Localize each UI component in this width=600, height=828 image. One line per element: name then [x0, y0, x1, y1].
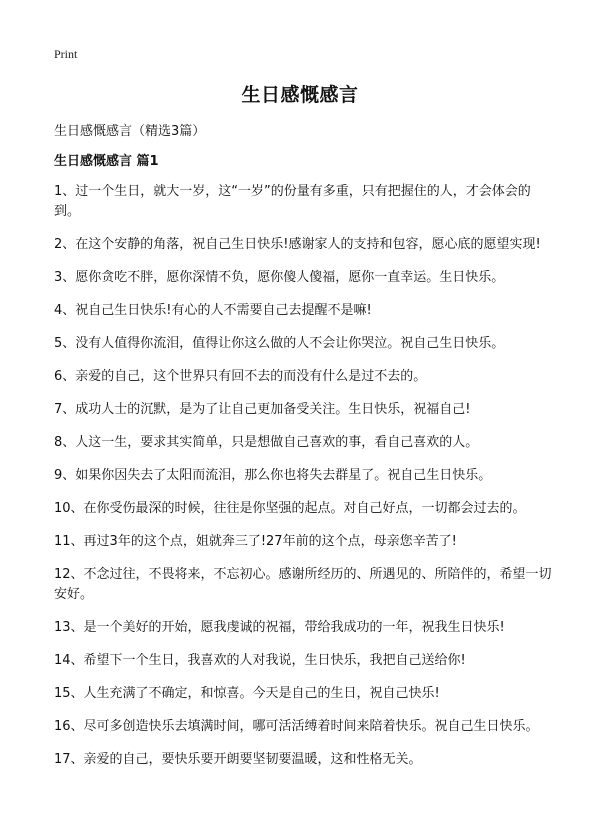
document-subtitle: 生日感慨感言（精选3篇） [54, 124, 206, 139]
section-heading: 生日感慨感言 篇1 [54, 154, 159, 169]
list-item: 13、是一个美好的开始，愿我虔诚的祝福，带给我成功的一年，祝我生日快乐! [54, 620, 505, 635]
print-link[interactable]: Print [54, 47, 78, 61]
list-item: 9、如果你因失去了太阳而流泪，那么你也将失去群星了。祝自己生日快乐。 [54, 468, 492, 483]
list-item: 8、人这一生，要求其实简单，只是想做自己喜欢的事，看自己喜欢的人。 [54, 435, 479, 450]
list-item: 1、过一个生日，就大一岁，这“一岁”的份量有多重，只有把握住的人，才会体会的到。 [54, 184, 531, 219]
list-item: 4、祝自己生日快乐!有心的人不需要自己去提醒不是嘛! [54, 303, 372, 318]
list-item: 17、亲爱的自己，要快乐要开朗要坚韧要温暖，这和性格无关。 [54, 752, 422, 767]
document-title: 生日感慨感言 [241, 84, 359, 106]
list-item: 3、愿你贪吃不胖，愿你深情不负，愿你傻人傻福，愿你一直幸运。生日快乐。 [54, 270, 505, 285]
list-item: 14、希望下一个生日，我喜欢的人对我说，生日快乐，我把自己送给你! [54, 653, 466, 668]
list-item: 11、再过3年的这个点，姐就奔三了!27年前的这个点，母亲您辛苦了! [54, 534, 457, 549]
list-item: 6、亲爱的自己，这个世界只有回不去的而没有什么是过不去的。 [54, 369, 427, 384]
list-item: 5、没有人值得你流泪，值得让你这么做的人不会让你哭泣。祝自己生日快乐。 [54, 336, 505, 351]
list-item: 7、成功人士的沉默，是为了让自己更加备受关注。生日快乐，祝福自己! [54, 402, 471, 417]
list-item: 15、人生充满了不确定，和惊喜。今天是自己的生日，祝自己快乐! [54, 686, 440, 701]
list-item: 12、不念过往，不畏将来，不忘初心。感谢所经历的、所遇见的、所陪伴的，希望一切安好。 [54, 567, 552, 602]
list-item: 16、尽可多创造快乐去填满时间，哪可活活缚着时间来陪着快乐。祝自己生日快乐。 [54, 719, 539, 734]
list-item: 2、在这个安静的角落，祝自己生日快乐!感谢家人的支持和包容，愿心底的愿望实现! [54, 237, 541, 252]
list-item: 10、在你受伤最深的时候，往往是你坚强的起点。对自己好点，一切都会过去的。 [54, 501, 526, 516]
entry-list [54, 182, 554, 783]
